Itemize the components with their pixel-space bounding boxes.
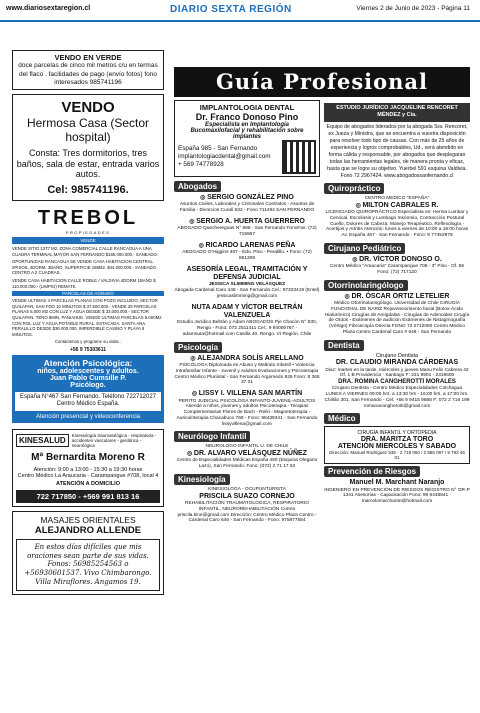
listing [174, 390, 320, 427]
ad-phone: + 569 74778928 [178, 161, 224, 169]
listing [324, 196, 470, 239]
listing-name: ◎ SERGIO A. HUERTA GUERRERO [174, 218, 320, 226]
ad-footer: Atención presencial y videoconferencia [35, 413, 141, 420]
ad-specialty: CIRUGÍA INFANTIL Y ORTOPEDIA [357, 430, 437, 437]
guide-banner: Guía Profesional [174, 67, 470, 97]
ad-vendo-casa [12, 94, 164, 201]
listing-text: Médico Otorrinolaringólogo. Universidad de Chile CIRUGÍA FUNCIONAL DE NARIZ Rejuvenecimiento facial (Botox-Ácido Hialurónico) Cirugías de Amígdalas - Cirugías de Adenoides Cirugía de Oídos - Exámenes de audición Exámenes de Nistagmografía (Vértigo) Fibroscopía Directa FONO 72 2712060 Centro Médico Plaza Centro Cardenal Caro # 646 - San Fernando [324, 301, 470, 335]
listing [324, 353, 470, 410]
listing [174, 194, 320, 214]
listing-name: ◎ LISSY I. VILLENA SAN MARTÍN [174, 390, 320, 398]
ad-title: MASAJES ORIENTALES [40, 514, 136, 525]
trebol-band: VENDE [12, 237, 164, 244]
listing-name: PRISCILA SUAZO CORNEJO [199, 492, 295, 500]
ad-phone: Cel: 985741196. [47, 184, 129, 197]
trebol-phone: +56 9 75303611 [69, 346, 106, 353]
trebol-logo: TREBOL [37, 207, 139, 230]
ad-title: VENDO EN VERDE [54, 53, 122, 62]
ad-name: ALEJANDRO ALLENDE [34, 524, 142, 536]
ad-title: VENDO [61, 98, 115, 116]
listing [324, 256, 470, 276]
listing-sub: Cirujano Dentista [375, 352, 419, 359]
ad-body: doce parcelas de cinco mil metros c/u en termas del flaco . facilidades de pago (envío fotos) fono interesados 985741196 [18, 62, 158, 86]
site-url[interactable]: www.diariosextaregion.cl [6, 5, 91, 12]
left-column [12, 50, 164, 599]
listing-name: ◎ MILTON CABRALES R. [324, 202, 470, 210]
listing-text: Abogada Cardenal Caro 448 - San Fernando Cel.: 87323419 (Entel) jessicaslimming@gmail.com [174, 288, 320, 299]
listing-text: PSICÓLOGA Diplomada en Abuso y Maltrato Infantil • Violencia Intrafamiliar Infante - Juvenil y Adultos Evaluaciones y Psicoterapia Centro Médico Pluriintal - San Fernando Argomedo 626 Fono: 8 365 37 01 [174, 363, 320, 386]
listing-text: Estudio Jurídico Beltrán y Adam ABOGADOS Pje Chacón N° 930, Rengo - Fono: 072 2511411 Cel.: 9 94006767 - adamnuta@hotmail.com Casilla 40. Rengo. VI Región. Chile [176, 320, 318, 337]
ad-name: Mª Bernardita Moreno R [31, 451, 145, 463]
listing [174, 266, 320, 300]
listing-name: ASESORÍA LEGAL, TRAMITACIÓN Y DEFENSA JUDICIAL [186, 265, 308, 282]
ad-subtitle: Hermosa Casa (Sector hospital) [26, 115, 150, 144]
ad-medico [324, 426, 470, 464]
listing [174, 304, 320, 338]
kinesalud-desc: Kinesiología traumatológica - respiratoria - accidentes vasculares - geriátrica - neurológica [71, 432, 157, 448]
ad-hours: Atención: 9:00 a 13:00 - 15:30 a 19:30 horas [33, 466, 143, 473]
directory-column-b [324, 100, 470, 509]
ad-specialty-2: Bucomaxilofacial y rehabilitación sobre implantes [190, 128, 304, 140]
ad-body: Equipo de abogados liderados por la abogada Sra. Rencoret, ex Jueza y Ministra, que se encuentra a vuestra disposición para resolver todo tipo de causas. Con más de 25 años de experiencia y logros comprobables, Ud., será atendido en forma cálida y responsable, por abogados que desplegaran todas las herramientas legales, de manera pronta y eficaz, hasta que se logre su objetivo. Yuerbel 591 esquina Valdivia. Fono 72 2967424. www.abogadossanfernando.cl [326, 123, 468, 179]
ad-address: Dirección: Manuel Rodríguez 535 · 2 718 050 / 2 585 097 / 9 793 46 01 [329, 450, 465, 461]
listing-sub: CENTRO MEDICO "ESPAÑA" [364, 195, 430, 201]
newspaper-name: DIARIO SEXTA REGIÓN [170, 4, 292, 15]
listing-text: Centro de Especialidades Médicas España 450 (Esquina Olegario Lazo), San Fernando. Fono: (072) 2 71 17 62 [176, 458, 318, 470]
ad-kinesalud [12, 429, 164, 507]
listing [174, 444, 320, 470]
listing-text: Cirujano Dentista - Centro Médico Especialidades Colchagua LUNES A VIERNES 09:00 hrs. a 13:30 hrs - 16:00 hrs. a 17:00 hrs. Chillán 301, San Fernando - Cel: +56 9 9415 9888 F: 072 2 718 199 romanacangherotti@gmail.com [324, 386, 470, 409]
trebol-highlight: PARCELAS DE AGRADO [12, 291, 164, 296]
listing-name: DRA. ROMINA CANGHEROTTI MORALES [338, 379, 456, 386]
section-otorrino: Otorrinolaringólogo [324, 280, 408, 291]
listing-sub: NEUROLOGO INFANTIL U. DE CHILE [205, 444, 289, 450]
ad-phone: 722 717850 - +569 991 813 16 [16, 490, 160, 503]
listing-text: Diaz: martes en la tarde, miércoles y jueves Manu Felix Cabrera 42 Of. 1 B Providencia · Santiago F: 231 9901 - 2319600 [325, 367, 469, 379]
ad-home-visit: ATENCIÓN A DOMICILIO [56, 480, 120, 487]
listing-name: ◎ SERGIO GONZÁLEZ PINO [174, 194, 320, 202]
listing-text: INGENIERO EN PREVENCIÓN DE RIESGOS REGISTRO N° OR-P 1341 Asesorías - Capacitación Fono: 99 6448841 · marcelomarchantn@hotmail.com [324, 487, 470, 505]
kinesalud-logo: KINESALUD [16, 434, 69, 447]
listing-text: Centro Médico "Araucaria" Carampangue 708 - 3º Piso - Of. 56 Fono: (72) 717120 [329, 264, 465, 275]
listing-text: PERITO JUDICIAL PSICOLOGA INFANTO-JUVENIL-ADULTOS Atiende a niños, jóvenes y adultos Psicoterapia - Terapias Complementarias Flores de Bach - Reiki - Magnetoterapia - Auriculoterapia Chacabuco 768 - Fono: 98439341 - San Fernando lissyvillena@gmail.com [176, 398, 318, 427]
listing [324, 293, 470, 336]
section-neurologo: Neurólogo Infantil [174, 431, 250, 442]
ad-name: Dr. Franco Donoso Pino [195, 112, 299, 122]
listing-text: ABOGADO Quechereguas N° 688 - San Fernando FonoFax: (72) 715967 [177, 226, 317, 238]
section-quiropractico: Quiropráctico [324, 183, 384, 194]
directory-column-a [174, 100, 320, 528]
ad-title: Atención Psicológica: [43, 357, 133, 368]
ad-title: ESTUDIO JURÍDICO JACQUELINE RENCORET MÉNDEZ y Cía. [324, 103, 470, 122]
listing-name: ◎ RICARDO LARENAS PEÑA [174, 242, 320, 250]
ad-subtitle: niños, adolescentes y adultos. [37, 367, 139, 375]
ad-vendo-verde [12, 50, 164, 90]
ad-role: Psicólogo. [70, 381, 106, 389]
ad-address: Centro Médico La Araucaria - Carampangue #708, local 4 [17, 472, 159, 479]
listing-text: ABOGADO O'Higgins 407 - Edo. Piso - Peralillo. • Fono: (72) 861308 [182, 250, 312, 261]
ad-body: En estos días difíciles que mis oraciones sean parte de sus vidas. Fonos: 56985254563 o +56930601537. Vivo Chimbarongo. Villa Miraflores. Angamos 19. [16, 539, 160, 591]
listing-text: LICENCIADO QUIROPRÁCTICO Especialista en: Hernia Lumbar y Cervical, Escoliosis y Lumbago Insómnio, Contracción Postural Cuello, Dolores de Cabeza, Manejo Terapéutico, Reflexología - Acertijos y Artritis Atención: lunes a viernes de 10:00 a 19:00 horas Av. España 467 · San Fernando · Fono: 9 77452978 [325, 210, 469, 239]
ad-schedule: ATENCIÓN MIERCOLES Y SABADO [337, 443, 457, 451]
trebol-listing: OPORTUNIDAD RANCAGUA SE VENDE CASA HABITACION CENTRAL. 2PISOS, 4DORM, 3BAÑO, SUPERFICIE 188M2. $44.000.000.- SANEADO. CENTRO A 2 CUADRAS. [12, 259, 158, 276]
listing [174, 218, 320, 238]
listing-name: ◎ DR. ÓSCAR ORTIZ LETELIER [324, 293, 470, 301]
page-date: Viernes 2 de Junio de 2023 - Página 11 [356, 5, 470, 12]
listing-text: Asuntos Civiles, Laborales y Criminales Contratos - Asuntos de Familia - Divorcios Curalí 532 - Fono 711494 SAN FERNANDO [179, 202, 315, 214]
section-cirujano-pediatrico: Cirujano Pediátrico [324, 243, 405, 254]
section-psicologia: Psicología [174, 342, 222, 353]
listing [174, 487, 320, 524]
ad-estudio-juridico [324, 103, 470, 180]
ad-psicologo [12, 355, 164, 423]
section-abogados: Abogados [174, 181, 221, 192]
section-dentista: Dentista [324, 340, 364, 351]
ad-specialty: Especialista en Implantología [204, 122, 290, 128]
trebol-listing: VENDE ULTIMAS 4 PARCELAS PLANAS CON POZO INCLUIDO, SECTOR QUILAPAN, SAN FDO 10 MINUTOS $ 37.500.000.- VENDE 29 PARCELAS PLANAS 5.000 M2 CON LUZ Y AGUA DESDE $ 33.000.000.- SECTOR QUILAPAN. TENO 8MIN, PANIAHUE. VENDE ULTIMAS PARCELAS 5.000M2 CON ROL LUZ Y AGUA POTABLE RURAL. ESTACADA. SANTA ANA. PERALILLO DESDE $36.000.000. IMPERDIBLE CASINO Y PLAYA 8 MINUTOS. [12, 298, 162, 337]
ad-info: España N°467 San Fernando. Teléfono 722712027 Centro Médico España. [15, 392, 161, 411]
listing-name: Manuel M. Marchant Naranjo [349, 479, 445, 487]
trebol-contact: Contáctenos y programe su visita . [54, 339, 122, 345]
listing [174, 242, 320, 262]
listing-sub: JESSICA SLIMMING VELÁSQUEZ [208, 282, 286, 288]
listing [324, 479, 470, 505]
ad-trebol [12, 205, 164, 355]
ad-description: Consta: Tres dormitorios, tres baños, sala de estar, entrada varios autos. [16, 147, 160, 180]
listing [174, 355, 320, 386]
trebol-listing: VENDE CASA HABITACION CALLE ROBLE / VALDIVIA 4DORM 1BAÑO $ 110.000.000.- (LIMPIO) REMATE [12, 278, 156, 289]
page-header [0, 0, 480, 22]
ad-address: España 985 - San Fernando [178, 144, 258, 152]
trebol-subtitle: PROPIEDADES [65, 230, 111, 236]
section-prevencion: Prevención de Riesgos [324, 466, 420, 477]
ad-masajes [12, 511, 164, 595]
qr-code-icon [282, 140, 316, 174]
listing-name: ◎ ALEJANDRA SOLÍS ARELLANO [174, 355, 320, 363]
listing-name: NUTA ADAM Y VÍCTOR BELTRÁN VALENZUELA [191, 303, 303, 320]
section-kinesiologia: Kinesiología [174, 474, 230, 485]
ad-name: DRA. MARITZA TORO [360, 436, 434, 444]
ad-email[interactable]: implantologiacdental@gmail.com [178, 152, 271, 160]
ad-implantologia [174, 100, 320, 177]
ad-title: IMPLANTOLOGIA DENTAL [199, 103, 295, 112]
listing-name: ◎ DR. ALVARO VELÁSQUEZ NÚÑEZ [174, 450, 320, 458]
listing-text: REHABILITACIÓN TRAUMATOLÓGICA, RESPIRATORIO INFANTIL, NEUROREHABILITACIÓN Correo priscila.kine@gmail.com Dirección: Centro Médico Plaza Centro - Cardenal Caro 646 - San Fernando - Fono: 975877584 [177, 501, 317, 524]
trebol-listing: VENDE SITIO 1377 M2. ZONA COMERCIAL CALLE RANCAGUA A UNA CUADRA TERMINAL MAYOR SAN FERNANDO $185.000.000.- SANEADO. [12, 246, 159, 257]
ad-name: Juan Pablo Cumsille P. [49, 374, 127, 382]
listing-name: ◎ DR. VÍCTOR DONOSO O. [324, 256, 470, 264]
section-medico: Médico [324, 413, 360, 424]
listing-sub: KINESIOLOGA - OCUPUNTURISTA [208, 486, 286, 492]
listing-name: DR. CLAUDIO MIRANDA CÁRDENAS [335, 359, 459, 367]
